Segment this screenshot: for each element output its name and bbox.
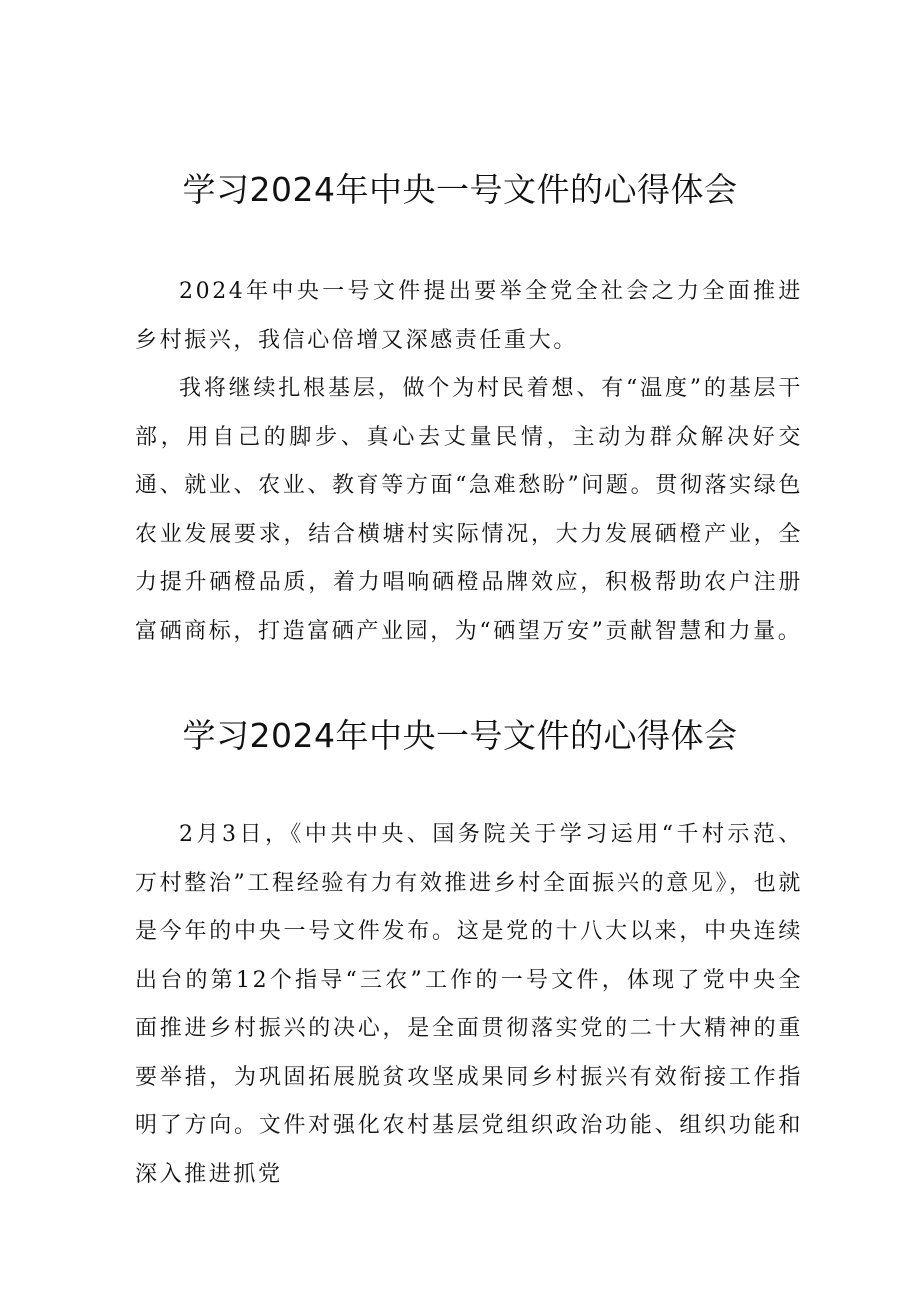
body-paragraph: 2024年中央一号文件提出要举全党全社会之力全面推进乡村振兴，我信心倍增又深感责任重大。	[135, 279, 803, 353]
body-paragraph: 我将继续扎根基层，做个为村民着想、有“温度”的基层干部，用自己的脚步、真心去丈量民情，主动为群众解决好交通、就业、农业、教育等方面“急难愁盼”问题。贯彻落实绿色农业发展要求，结合横塘村实际情况，大力发展硒橙产业，全力提升硒橙品质，着力唱响硒橙品牌效应，积极帮助农户注册富硒商标，打造富硒产业园，为“硒望万安”贡献智慧和力量。	[135, 376, 803, 644]
article-body	[135, 811, 803, 1199]
body-paragraph: 2月3日，《中共中央、国务院关于学习运用“千村示范、万村整治”工程经验有力有效推进乡村全面振兴的意见》，也就是今年的中央一号文件发布。这是党的十八大以来，中央连续出台的第12个指导“三农”工作的一号文件，体现了党中央全面推进乡村振兴的决心，是全面贯彻落实党的二十大精神的重要举措，为巩固拓展脱贫攻坚成果同乡村振兴有效衔接工作指明了方向。文件对强化农村基层党组织政治功能、组织功能和深入推进抓党	[135, 822, 803, 1187]
article-body	[135, 268, 803, 656]
article-title: 学习2024年中央一号文件的心得体会	[182, 716, 738, 755]
article-title: 学习2024年中央一号文件的心得体会	[182, 170, 738, 209]
